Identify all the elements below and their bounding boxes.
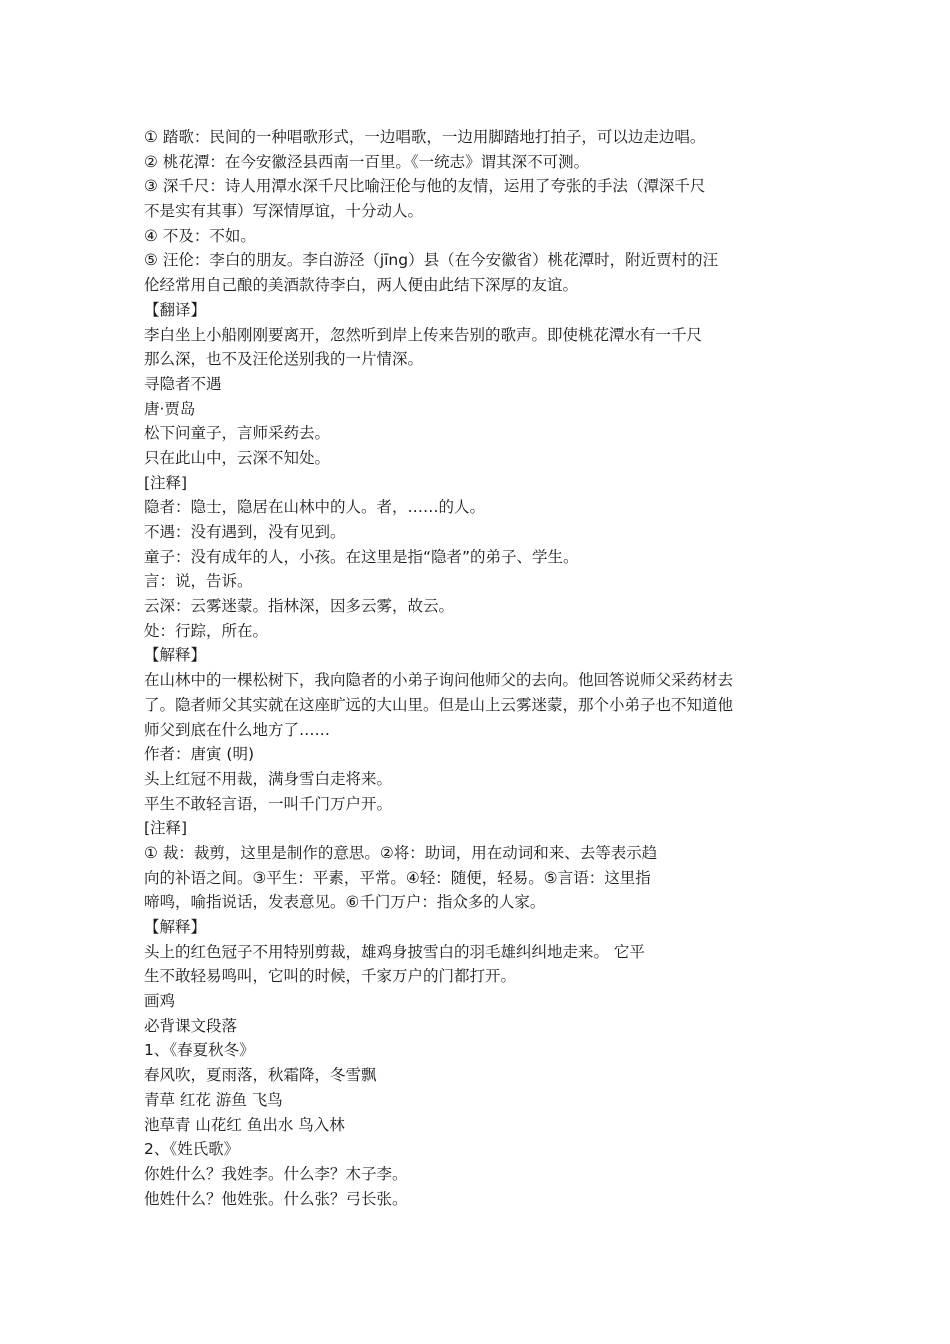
text-line: 池草青 山花红 鱼出水 鸟入林 [144,1115,345,1134]
text-line: ① 裁：裁剪，这里是制作的意思。②将：助词，用在动词和来、去等表示趋 [144,843,658,862]
text-line: ⑤ 汪伦：李白的朋友。李白游泾（jīng）县（在今安徽省）桃花潭时，附近贾村的汪 [144,251,719,270]
text-line: 师父到底在什么地方了…… [144,720,331,739]
poem-author: 作者：唐寅 (明) [144,745,255,764]
section-title: 必背课文段落 [144,1016,238,1035]
document-body [144,125,824,1211]
poem-author: 唐·贾岛 [144,399,196,418]
text-line: ④ 不及：不如。 [144,226,256,245]
text-line: 那么深，也不及汪伦送别我的一片情深。 [144,350,424,369]
text-line: 了。隐者师父其实就在这座旷远的大山里。但是山上云雾迷蒙，那个小弟子也不知道他 [144,695,734,714]
poem-line: 平生不敢轻言语，一叫千门万户开。 [144,794,393,813]
text-line: ② 桃花潭：在今安徽泾县西南一百里。《一统志》谓其深不可测。 [144,152,590,171]
text-line: 童子：没有成年的人，小孩。在这里是指“隐者”的弟子、学生。 [144,547,579,566]
section-heading: 【解释】 [144,646,207,665]
text-line: 生不敢轻易鸣叫，它叫的时候，千家万户的门都打开。 [144,967,517,986]
section-heading: [注释] [144,473,188,492]
text-line: ① 踏歌：民间的一种唱歌形式，一边唱歌，一边用脚踏地打拍子，可以边走边唱。 [144,128,706,146]
text-line: 言：说，告诉。 [144,572,253,591]
text-line: 伦经常用自己酿的美酒款待李白，两人便由此结下深厚的友谊。 [144,276,579,295]
text-line: 不遇：没有遇到，没有见到。 [144,523,346,541]
poem-line: 头上红冠不用裁，满身雪白走将来。 [144,769,393,788]
section-heading: 【翻译】 [144,300,207,319]
text-line: 向的补语之间。③平生：平素，平常。④轻：随便，轻易。⑤言语：这里指 [144,868,651,887]
lesson-title: 1、《春夏秋冬》 [144,1041,255,1060]
text-line: 处：行踪，所在。 [144,621,269,640]
section-heading: [注释] [144,819,188,838]
text-line: 隐者：隐士，隐居在山林中的人。者，……的人。 [144,498,486,517]
text-line: 头上的红色冠子不用特别剪裁，雄鸡身披雪白的羽毛雄纠纠地走来。 它平 [144,942,645,961]
text-line: 青草 红花 游鱼 飞鸟 [144,1090,283,1109]
text-line: 不是实有其事）写深情厚谊，十分动人。 [144,202,424,221]
text-line: 春风吹，夏雨落，秋霜降，冬雪飘 [144,1066,377,1085]
section-heading: 【解释】 [144,918,207,936]
poem-line: 松下问童子，言师采药去。 [144,424,331,443]
text-line: ③ 深千尺：诗人用潭水深千尺比喻汪伦与他的友情，运用了夸张的手法（潭深千尺 [144,177,706,196]
text-line: 你姓什么？我姓李。什么李？木子李。 [144,1164,408,1183]
text-line: 他姓什么？他姓张。什么张？弓长张。 [144,1189,408,1208]
text-line: 啼鸣，喻指说话，发表意见。⑥千门万户：指众多的人家。 [144,893,546,912]
poem-title: 画鸡 [144,992,176,1011]
poem-title: 寻隐者不遇 [144,374,222,393]
poem-line: 只在此山中，云深不知处。 [144,448,331,467]
lesson-title: 2、《姓氏歌》 [144,1140,240,1159]
text-line: 李白坐上小船刚刚要离开，忽然听到岸上传来告别的歌声。即使桃花潭水有一千尺 [144,325,703,344]
text-line: 在山林中的一棵松树下，我向隐者的小弟子询问他师父的去向。他回答说师父采药材去 [144,671,734,690]
text-line: 云深：云雾迷蒙。指林深，因多云雾，故云。 [144,597,455,616]
